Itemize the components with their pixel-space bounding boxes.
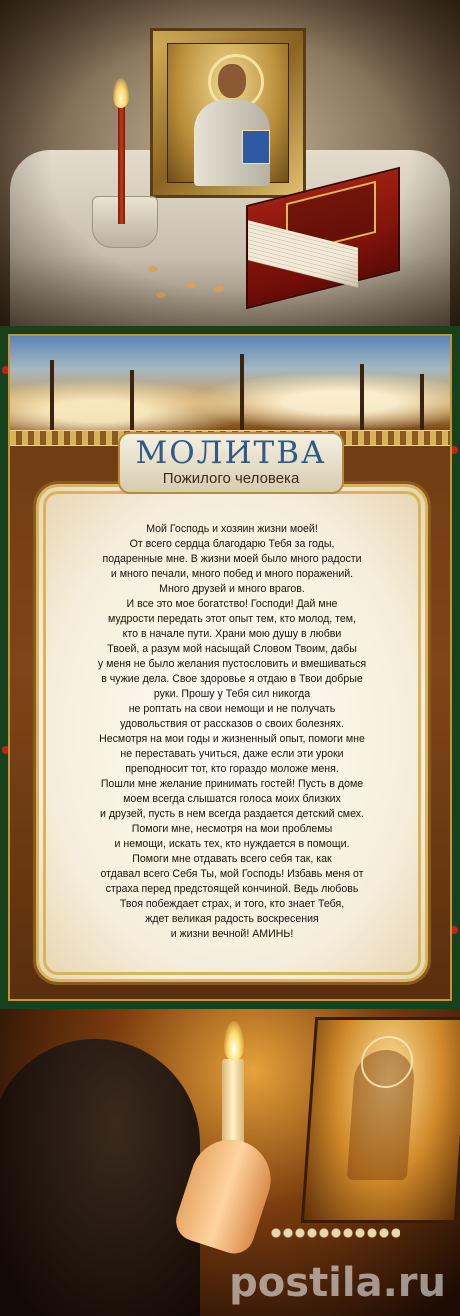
watermark-logo: postila.ru: [229, 1260, 446, 1306]
saint-icon: [301, 1017, 460, 1223]
tree-trunk: [360, 364, 364, 430]
tree-trunk: [50, 360, 54, 430]
candle-flame: [224, 1021, 244, 1061]
parchment-frame: [36, 484, 428, 982]
card-body: [8, 334, 452, 1001]
vignette: [0, 0, 460, 326]
title-plaque: [118, 432, 344, 494]
winter-forest: [10, 336, 450, 430]
prayer-subtitle: Пожилого человека: [162, 470, 300, 487]
prayer-text: Мой Господь и хозяин жизни моей! От всего сердца благодарю Тебя за годы, подаренные мне. В жизни моей было много радости и много печали, много побед и много поражений. Много друзей и много врагов. И все это мое богатство! Господи! Дай мне мудрости передать этот опыт тем, кто молод, тем, кто в начале пути. Храни мою душу в любви Твоей, а разум мой насыщай Словом Твоим, дабы у меня не было желания пустословить и вмешиваться в чужие дела. Свое здоровье я отдаю в Твои добрые руки. Прошу у Тебя сил никогда не роптать на свои немощи и не получать удовольствия от рассказов о своих болезнях. Несмотря на мои годы и жизненный опыт, помоги мне не переставать учиться, даже если эти уроки преподносит тот, кто гораздо моложе меня. Пошли мне желание принимать гостей! Пусть в доме моем всегда слышатся голоса моих близких и друзей, пусть в нем всегда раздается детский смех. Помоги мне, несмотря на мои проблемы и немощи, искать тех, кто нуждается в помощи. Помоги мне отдавать всего себя так, как отдавал всего Себя Ты, мой Господь! Избавь меня от страха перед предстоящей кончиной. Ведь любовь Твоя побеждает страх, и того, кто знает Тебя, ждет великая радость воскресения и жизни вечной! АМИНЬ!: [97, 523, 367, 940]
praying-woman: [0, 1039, 200, 1316]
tree-trunk: [240, 354, 244, 430]
prayer-card: [0, 326, 460, 1009]
tree-trunk: [420, 374, 424, 430]
prayer-title: МОЛИТВА: [135, 435, 327, 471]
icon-candle-photo: [0, 0, 460, 326]
tree-trunk: [130, 370, 134, 430]
praying-woman-photo: [0, 1009, 460, 1316]
prayer-beads: [270, 1225, 400, 1241]
